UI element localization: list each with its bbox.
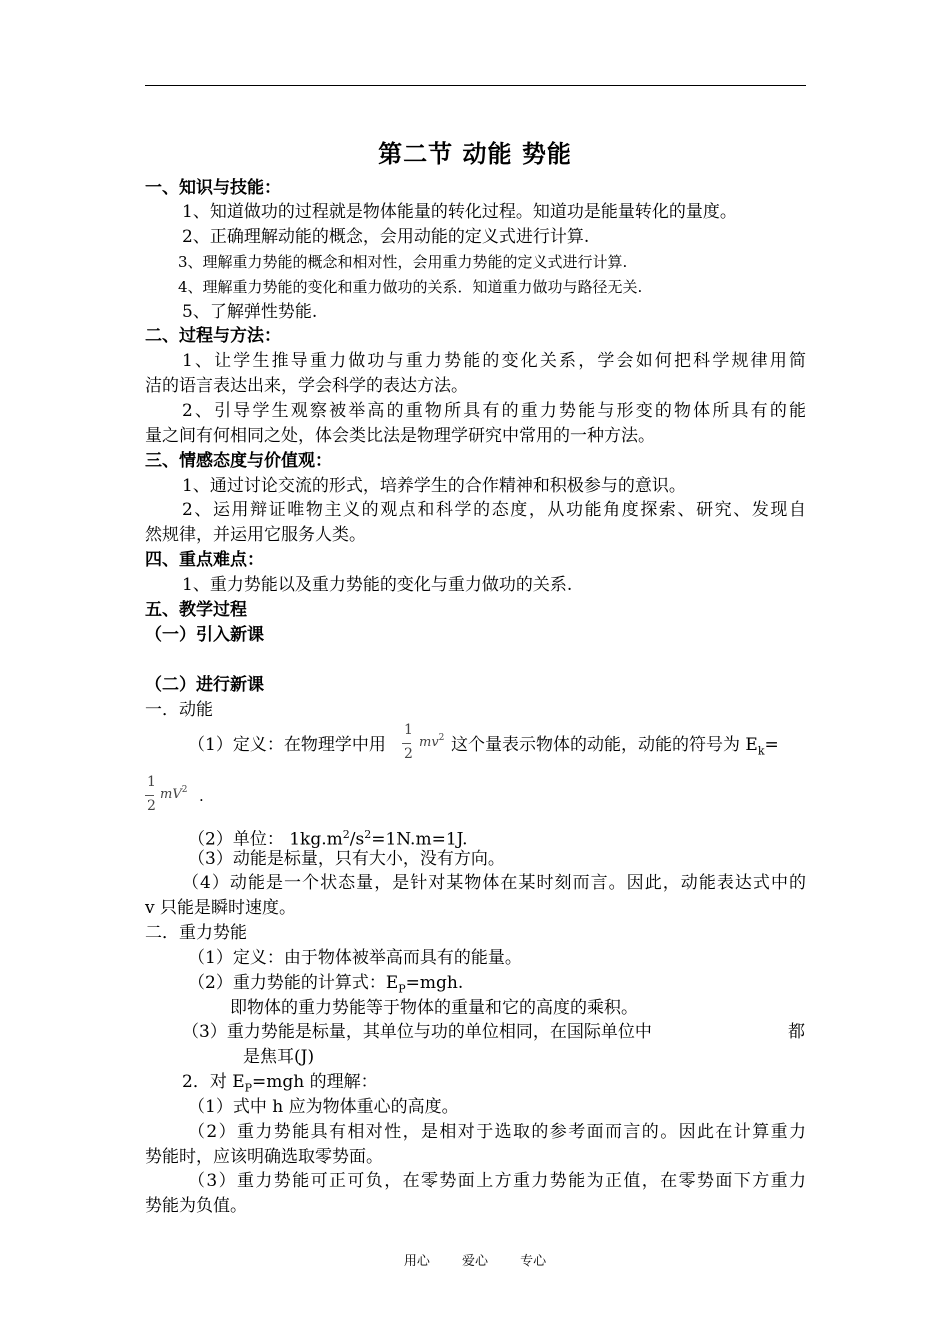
list-item: 3、理解重力势能的概念和相对性，会用重力势能的定义式进行计算.: [178, 253, 628, 271]
paragraph-line: 势能时，应该明确选取零势面。: [145, 1147, 383, 1167]
formula-potential: （2）重力势能的计算式：$E_P=mgh$.: [188, 973, 464, 996]
formula-period: .: [199, 787, 204, 805]
formula-expression: $mV^2$: [160, 785, 188, 802]
paragraph-line: （3）重力势能可正可负，在零势面上方重力势能为正值，在零势面下方重力: [188, 1171, 806, 1191]
fraction-bar: [145, 795, 154, 796]
section-heading-knowledge: 一、知识与技能：: [145, 178, 281, 198]
paragraph-line: 2、运用辩证唯物主义的观点和科学的态度，从功能角度探索、研究、发现自: [182, 500, 806, 520]
page-footer: 用心 爱心 专心: [403, 1254, 547, 1269]
section-heading-process: 二、过程与方法：: [145, 326, 281, 346]
paragraph-line: 即物体的重力势能等于物体的重量和它的高度的乘积。: [230, 998, 638, 1018]
paragraph-line: （1）式中 h 应为物体重心的高度。: [188, 1097, 459, 1117]
list-item: 2、正确理解动能的概念，会用动能的定义式进行计算.: [182, 227, 590, 247]
topic-heading-potential: 二．重力势能: [145, 923, 247, 943]
fraction-numerator: 1: [147, 774, 156, 790]
formula-half-mV2: [145, 774, 215, 818]
paragraph-line: （2）重力势能具有相对性，是相对于选取的参考面而言的。因此在计算重力: [188, 1122, 806, 1142]
paragraph-line: （3）动能是标量，只有大小，没有方向。: [188, 849, 505, 869]
paragraph-line: 势能为负值。: [145, 1196, 247, 1216]
paragraph-line: 1、让学生推导重力做功与重力势能的变化关系，学会如何把科学规律用简: [182, 351, 806, 371]
formula-half-mv2: [402, 722, 450, 766]
formula-expression: $mv^2$: [419, 733, 445, 750]
paragraph-line: 1、通过讨论交流的形式，培养学生的合作精神和积极参与的意识。: [182, 476, 686, 496]
section-heading-attitude: 三、情感态度与价值观：: [145, 451, 332, 471]
understanding-heading: 2．对 $E_P=mgh$ 的理解：: [182, 1072, 378, 1095]
unit-kinetic: （2）单位： $1kg.m^2/s^2=1N.m=1J$.: [188, 828, 468, 850]
page-title: 第二节 动能 势能: [378, 139, 572, 168]
paragraph-line: 1、重力势能以及重力势能的变化与重力做功的关系.: [182, 575, 573, 595]
fraction-denominator: 2: [147, 798, 156, 814]
subsection-heading-intro: （一）引入新课: [145, 625, 264, 645]
paragraph-line: （3）重力势能是标量，其单位与功的单位相同，在国际单位中: [182, 1022, 652, 1042]
paragraph-line-end: 都: [788, 1022, 805, 1042]
paragraph-line: 然规律，并运用它服务人类。: [145, 525, 366, 545]
fraction-numerator: 1: [404, 722, 413, 738]
paragraph-line: v 只能是瞬时速度。: [145, 898, 297, 918]
list-item: 5、了解弹性势能.: [182, 302, 318, 322]
paragraph-line: 洁的语言表达出来，学会科学的表达方法。: [145, 376, 468, 396]
fraction-denominator: 2: [404, 746, 413, 762]
paragraph-line: （4）动能是一个状态量，是针对某物体在某时刻而言。因此，动能表达式中的: [182, 873, 806, 893]
topic-heading-kinetic: 一．动能: [145, 700, 213, 720]
paragraph-line: 是焦耳(J): [243, 1047, 315, 1067]
definition-kinetic-prefix: （1）定义：在物理学中用: [188, 735, 386, 755]
header-rule: [145, 85, 806, 86]
definition-kinetic-suffix: 这个量表示物体的动能，动能的符号为 $E_k=$: [451, 735, 779, 758]
paragraph-line: 量之间有何相同之处，体会类比法是物理学研究中常用的一种方法。: [145, 426, 655, 446]
paragraph-line: 2、引导学生观察被举高的重物所具有的重力势能与形变的物体所具有的能: [182, 401, 806, 421]
fraction-bar: [402, 743, 411, 744]
list-item: 1、知道做功的过程就是物体能量的转化过程。知道功是能量转化的量度。: [182, 202, 737, 222]
paragraph-line: （1）定义：由于物体被举高而具有的能量。: [188, 948, 522, 968]
subsection-heading-new: （二）进行新课: [145, 675, 264, 695]
section-heading-key-points: 四、重点难点：: [145, 550, 264, 570]
section-heading-teaching: 五、教学过程: [145, 600, 247, 620]
list-item: 4、理解重力势能的变化和重力做功的关系．知道重力做功与路径无关.: [178, 278, 643, 296]
